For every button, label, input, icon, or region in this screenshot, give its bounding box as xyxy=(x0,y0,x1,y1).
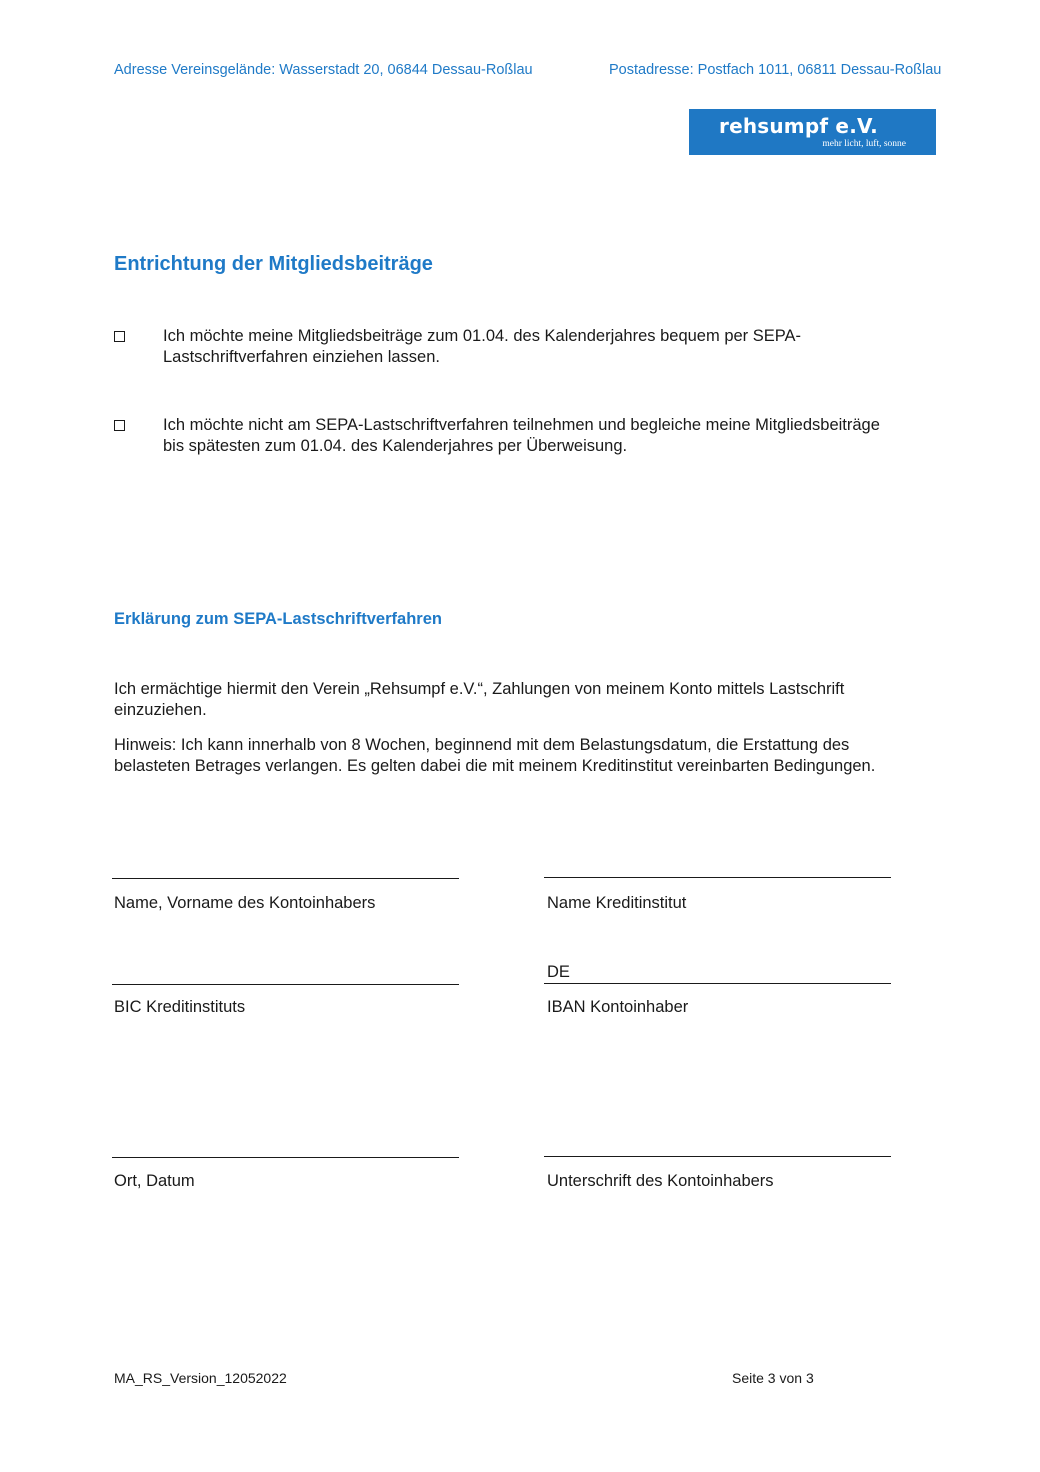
iban-label: IBAN Kontoinhaber xyxy=(547,998,689,1016)
header-address-right: Postadresse: Postfach 1011, 06811 Dessau-Roßlau xyxy=(609,62,942,78)
option-sepa-line2: Lastschriftverfahren einziehen lassen. xyxy=(163,348,440,366)
logo-tagline: mehr licht, luft, sonne xyxy=(822,139,906,149)
option-sepa-checkbox[interactable] xyxy=(114,331,125,342)
mandate-paragraph xyxy=(114,679,934,721)
place-date-field[interactable] xyxy=(112,1157,459,1158)
iban-prefix: DE xyxy=(547,963,570,981)
account-holder-name-field[interactable] xyxy=(112,878,459,879)
account-holder-name-label: Name, Vorname des Kontoinhabers xyxy=(114,894,376,912)
mandate-line1: Ich ermächtige hiermit den Verein „Rehsumpf e.V.“, Zahlungen von meinem Konto mittels Lastschrift xyxy=(114,680,845,698)
notice-line1: Hinweis: Ich kann innerhalb von 8 Wochen, beginnend mit dem Belastungsdatum, die Erstattung des xyxy=(114,736,850,754)
place-date-label: Ort, Datum xyxy=(114,1172,195,1190)
notice-line2: belasteten Betrages verlangen. Es gelten dabei die mit meinem Kreditinstitut vereinbarten Bedingungen. xyxy=(114,757,876,775)
option-sepa-line1: Ich möchte meine Mitgliedsbeiträge zum 01.04. des Kalenderjahres bequem per SEPA- xyxy=(163,327,802,345)
bic-field[interactable] xyxy=(112,984,459,985)
footer-page-number: Seite 3 von 3 xyxy=(732,1370,814,1386)
option-transfer-checkbox[interactable] xyxy=(114,420,125,431)
iban-field[interactable] xyxy=(544,983,891,984)
signature-label: Unterschrift des Kontoinhabers xyxy=(547,1172,774,1190)
option-sepa-text xyxy=(163,326,938,368)
bank-name-label: Name Kreditinstitut xyxy=(547,894,687,912)
section-title-contributions: Entrichtung der Mitgliedsbeiträge xyxy=(114,253,433,275)
signature-field[interactable] xyxy=(544,1156,891,1157)
option-transfer-text xyxy=(163,415,938,457)
bank-name-field[interactable] xyxy=(544,877,891,878)
header-address-left: Adresse Vereinsgelände: Wasserstadt 20, 06844 Dessau-Roßlau xyxy=(114,62,533,78)
notice-paragraph xyxy=(114,735,934,777)
option-transfer-line2: bis spätesten zum 01.04. des Kalenderjahres per Überweisung. xyxy=(163,437,628,455)
bic-label: BIC Kreditinstituts xyxy=(114,998,246,1016)
option-transfer-line1: Ich möchte nicht am SEPA-Lastschriftverfahren teilnehmen und begleiche meine Mitgliedsbeiträge xyxy=(163,416,880,434)
logo-name: rehsumpf e.V. xyxy=(719,114,878,138)
section-title-sepa-declaration: Erklärung zum SEPA-Lastschriftverfahren xyxy=(114,610,442,628)
mandate-line2: einzuziehen. xyxy=(114,701,207,719)
logo xyxy=(689,109,936,155)
footer-version: MA_RS_Version_12052022 xyxy=(114,1370,287,1386)
